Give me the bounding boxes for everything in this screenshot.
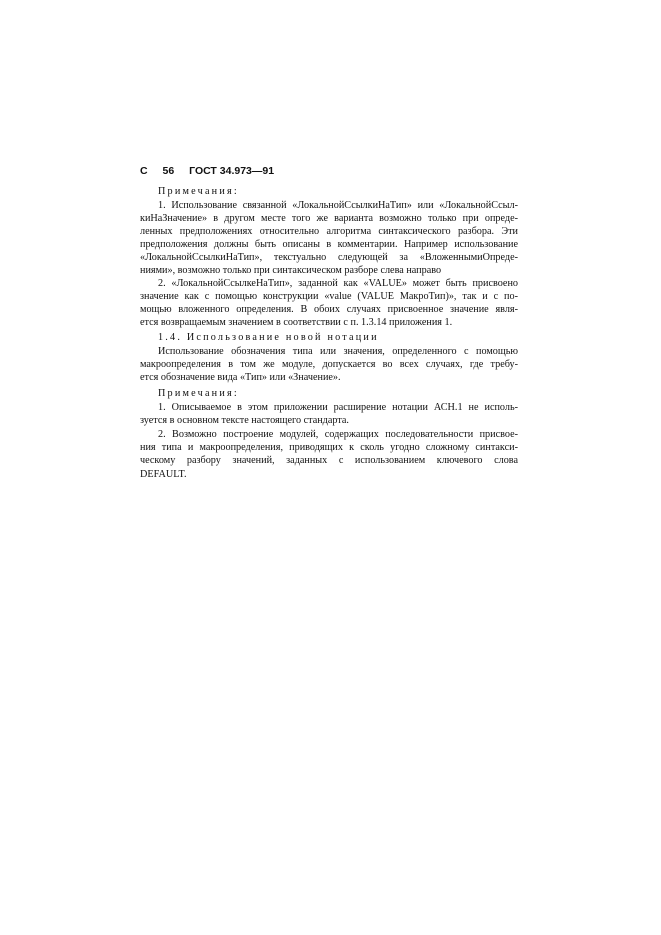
notes-heading: Примечания:: [158, 186, 239, 197]
text-line: ется возвращаемым значением в соответствии с п. 1.3.14 приложения 1.: [140, 317, 453, 328]
text-line: Использование обозначения типа или значения, определенного с помощью: [158, 346, 518, 357]
text-line: 1. Описываемое в этом приложении расширение нотации АСН.1 не исполь-: [158, 402, 518, 413]
text-line: киНаЗначение» в другом месте того же варианта возможно только при опреде-: [140, 213, 518, 224]
text-line: зуется в основном тексте настоящего стандарта.: [140, 415, 349, 426]
text-line: ния типа и макроопределения, приводящих к сколь угодно сложному синтакси-: [140, 442, 518, 453]
text-line: ленных предположениях относительно алгоритма синтаксического разбора. Эти: [140, 226, 518, 237]
text-line: ется обозначение вида «Тип» или «Значение».: [140, 372, 341, 383]
text-line: мощью вложенного определения. В обоих случаях присвоенное значение явля-: [140, 304, 518, 315]
section-heading: 1.4. Использование новой нотации: [158, 332, 379, 343]
standard-number: ГОСТ 34.973—91: [189, 165, 275, 177]
text-line: 2. «ЛокальнойСсылкеНаТип», заданной как «VALUE» может быть присвоено: [158, 278, 518, 289]
text-line: 2. Возможно построение модулей, содержащих последовательности присвое-: [158, 429, 518, 440]
page-number: 56: [162, 165, 175, 177]
page-header: [140, 165, 518, 177]
header-mark: С: [140, 165, 148, 177]
text-line: DEFAULT.: [140, 469, 187, 480]
text-line: значение как с помощью конструкции «value (VALUE МакроТип)», так и с по-: [140, 291, 518, 302]
text-line: 1. Использование связанной «ЛокальнойСсылкиНаТип» или «ЛокальнойСсыл-: [158, 200, 518, 211]
text-line: предположения должны быть описаны в комментарии. Например использование: [140, 239, 518, 250]
text-line: ческому разбору значений, заданных с использованием ключевого слова: [140, 455, 518, 466]
text-line: «ЛокальнойСсылкиНаТип», текстуально следующей за «ВложеннымиОпреде-: [140, 252, 518, 263]
text-line: ниями», возможно только при синтаксическом разборе слева направо: [140, 265, 442, 276]
notes-heading: Примечания:: [158, 388, 239, 399]
text-line: макроопределения в том же модуле, допускается во всех случаях, где требу-: [140, 359, 518, 370]
